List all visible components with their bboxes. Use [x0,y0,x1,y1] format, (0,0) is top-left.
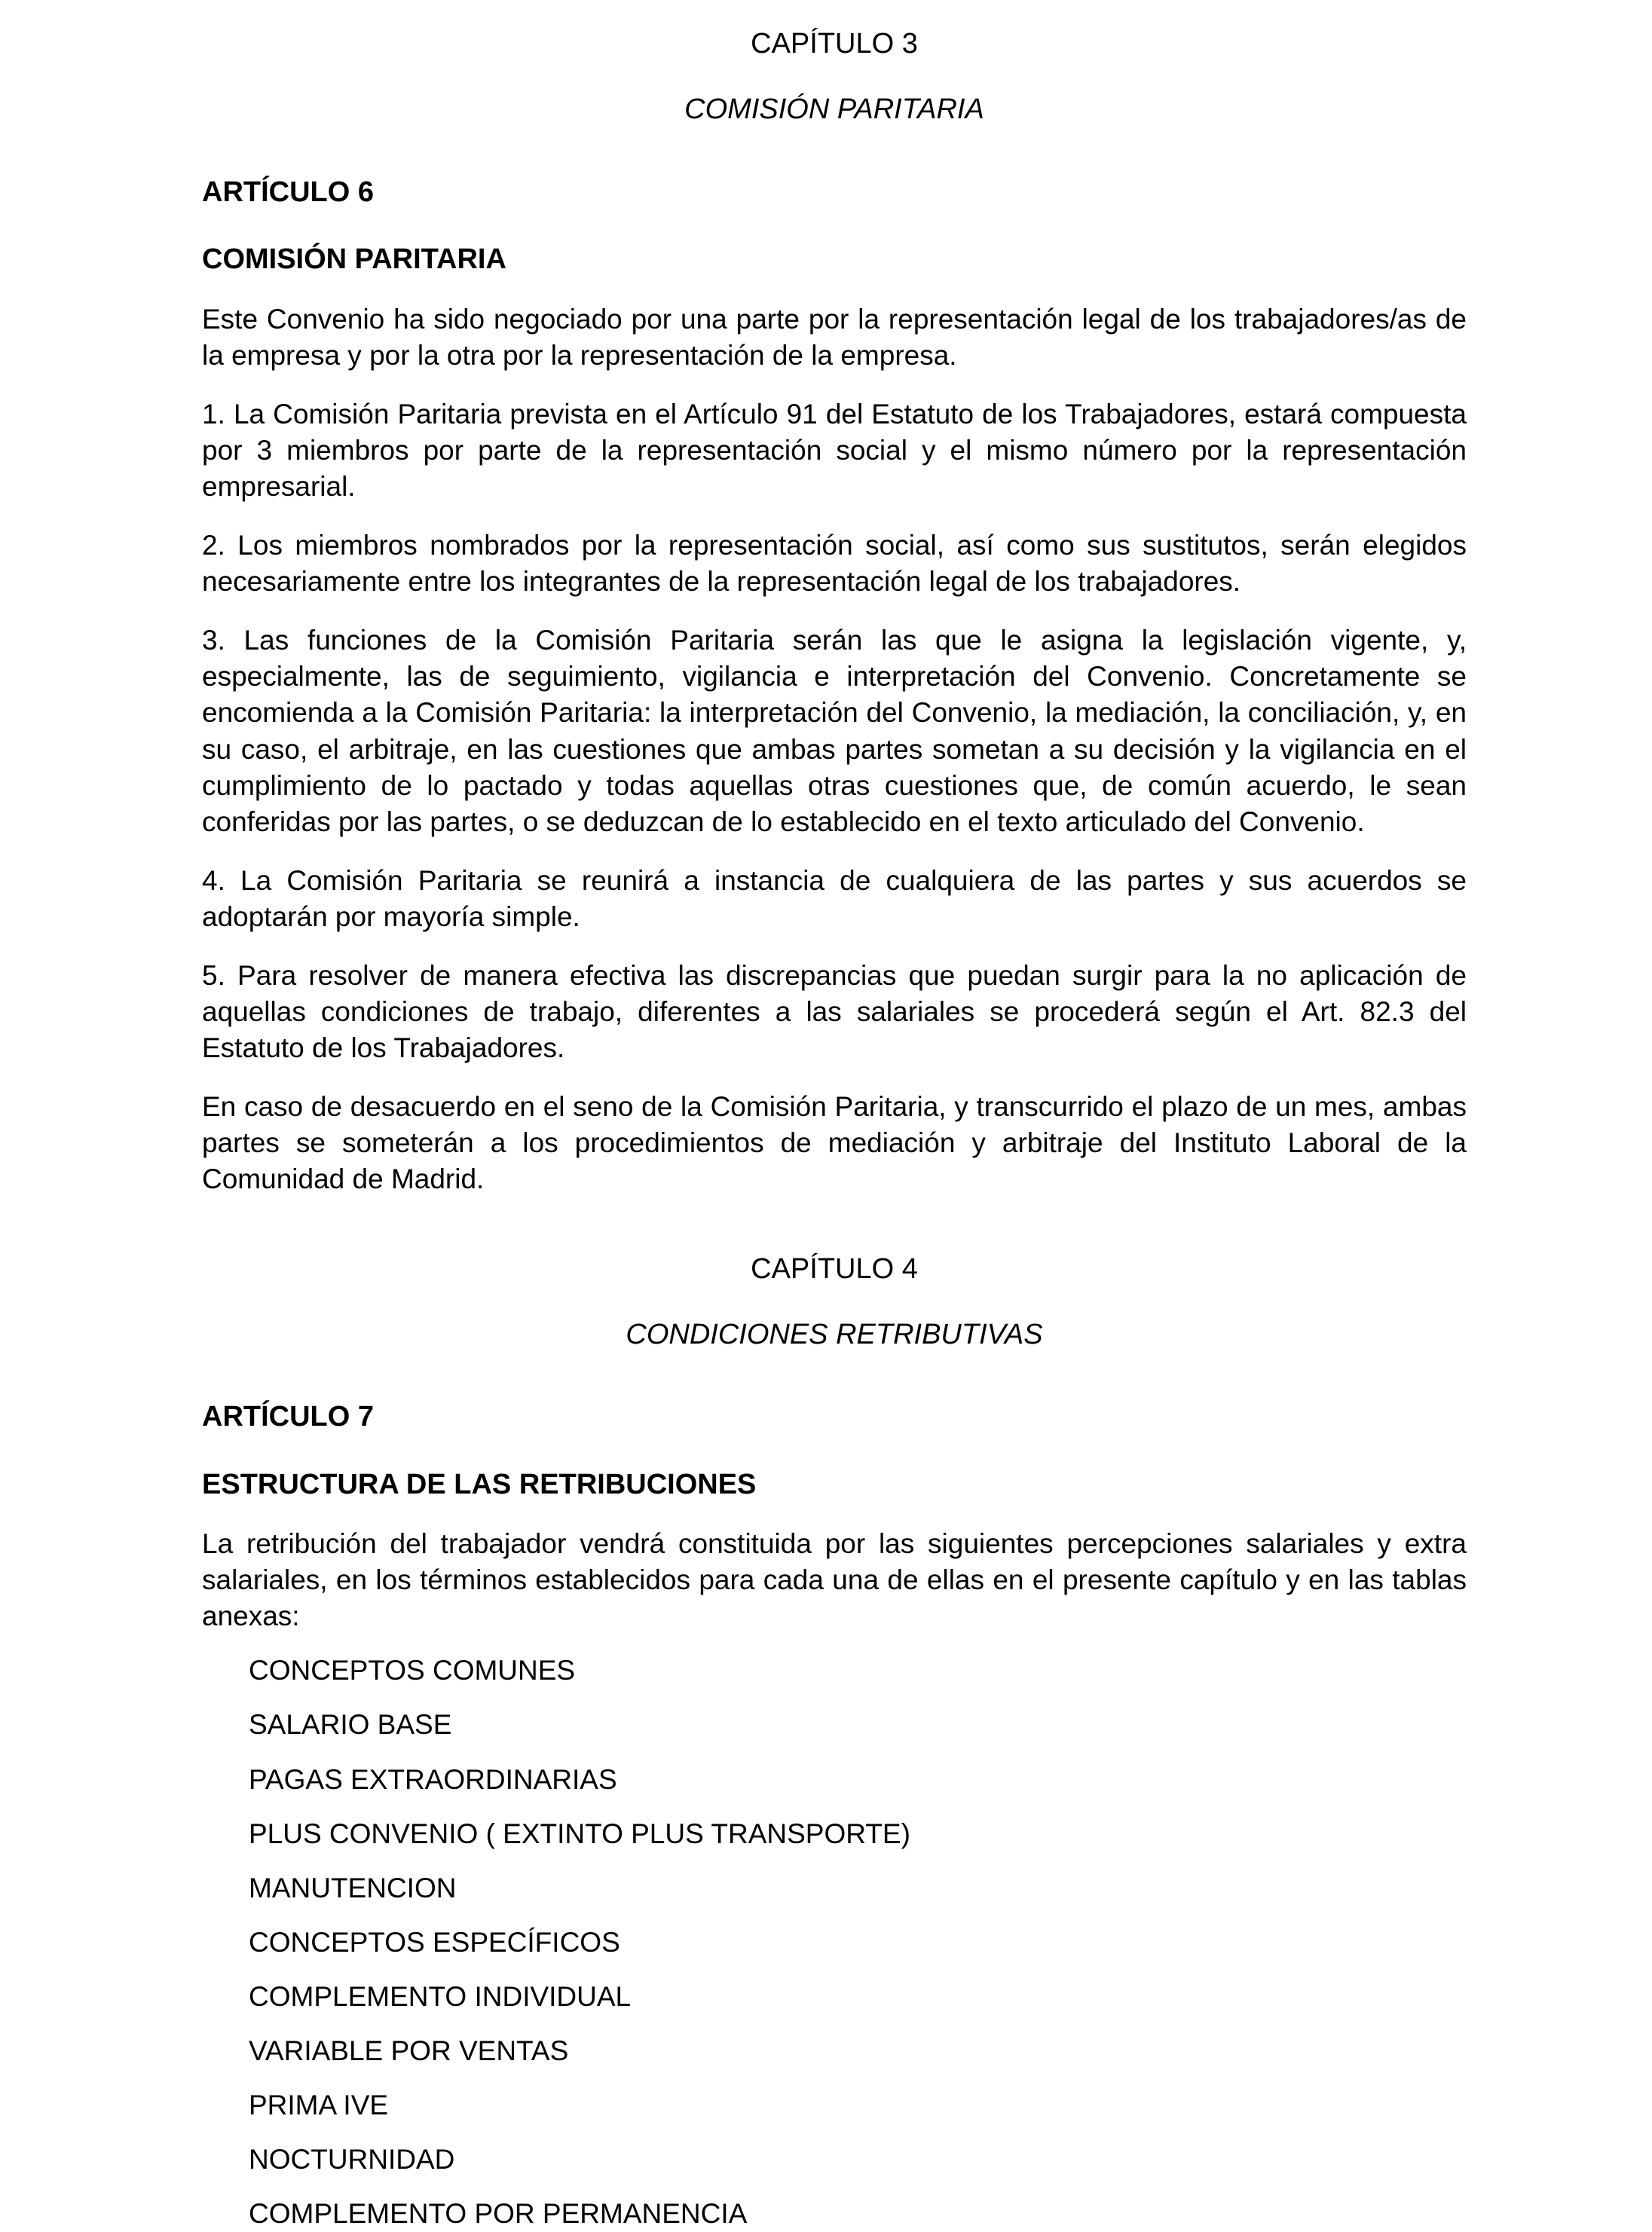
chapter-4-heading: CAPÍTULO 4 [751,1252,918,1285]
paragraph-desacuerdo: En caso de desacuerdo en el seno de la Comisión Paritaria, y transcurrido el plazo de un mes, ambas partes se someterán a los procedimientos de mediación y arbitraje del Instituto Laboral de la Comunidad de Madrid. [202,1091,1467,1195]
list-item-pagas-extraordinarias: PAGAS EXTRAORDINARIAS [249,1763,617,1795]
list-item-prima-ive: PRIMA IVE [249,2090,389,2121]
paragraph-1-composicion: 1. La Comisión Paritaria prevista en el Artículo 91 del Estatuto de los Trabajadores, estará compuesta por 3 miembros por parte de la representación social y el mismo número por la representación empresarial. [202,398,1467,502]
article-6-number: ARTÍCULO 6 [202,176,374,208]
paragraph-retribucion-intro: La retribución del trabajador vendrá constituida por las siguientes percepciones salariales y extra salariales, en los términos establecidos para cada una de ellas en el presente capítulo y en las tablas anexas: [202,1528,1467,1632]
article-6-title: COMISIÓN PARITARIA [202,243,506,276]
list-item-conceptos-especificos: CONCEPTOS ESPECÍFICOS [249,1926,620,1958]
article-7-title: ESTRUCTURA DE LAS RETRIBUCIONES [202,1468,757,1500]
paragraph-negociado: Este Convenio ha sido negociado por una parte por la representación legal de los trabajadores/as de la empresa y por la otra por la representación de la empresa. [202,303,1467,371]
list-item-complemento-individual: COMPLEMENTO INDIVIDUAL [249,1980,632,2012]
article-7-number: ARTÍCULO 7 [202,1401,374,1433]
paragraph-5-discrepancias: 5. Para resolver de manera efectiva las discrepancias que puedan surgir para la no aplicación de aquellas condiciones de trabajo, diferentes a las salariales se procederá según el Art. 82.3 del Estatuto de los Trabajadores. [202,959,1467,1064]
list-item-complemento-por-permanencia: COMPLEMENTO POR PERMANENCIA [249,2198,748,2230]
chapter-3-subheading: COMISIÓN PARITARIA [684,93,984,126]
list-item-manutencion: MANUTENCION [249,1872,457,1903]
chapter-3-heading: CAPÍTULO 3 [751,28,918,60]
retribution-concepts-list [202,1653,1467,2232]
list-item-conceptos-comunes: CONCEPTOS COMUNES [249,1655,576,1686]
paragraph-3-funciones: 3. Las funciones de la Comisión Paritaria serán las que le asigna la legislación vigente, y, especialmente, las de seguimiento, vigilancia e interpretación del Convenio. Concretamente se encomienda a la Comisión Paritaria: la interpretación del Convenio, la mediación, la conciliación, y, en su caso, el arbitraje, en las cuestiones que ambas partes sometan a su decisión y la vigilancia en el cumplimiento de lo pactado y todas aquellas otras cuestiones que, de común acuerdo, le sean conferidas por las partes, o se deduzcan de lo establecido en el texto articulado del Convenio. [202,625,1467,837]
list-item-salario-base: SALARIO BASE [249,1709,452,1741]
list-item-nocturnidad: NOCTURNIDAD [249,2144,455,2175]
chapter-4-subheading: CONDICIONES RETRIBUTIVAS [626,1318,1043,1350]
list-item-plus-convenio: PLUS CONVENIO ( EXTINTO PLUS TRANSPORTE) [249,1818,910,1849]
paragraph-4-reuniones: 4. La Comisión Paritaria se reunirá a instancia de cualquiera de las partes y sus acuerdos se adoptarán por mayoría simple. [202,864,1467,932]
paragraph-2-miembros: 2. Los miembros nombrados por la representación social, así como sus sustitutos, serán elegidos necesariamente entre los integrantes de la representación legal de los trabajadores. [202,530,1467,598]
list-item-variable-por-ventas: VARIABLE POR VENTAS [249,2035,569,2067]
